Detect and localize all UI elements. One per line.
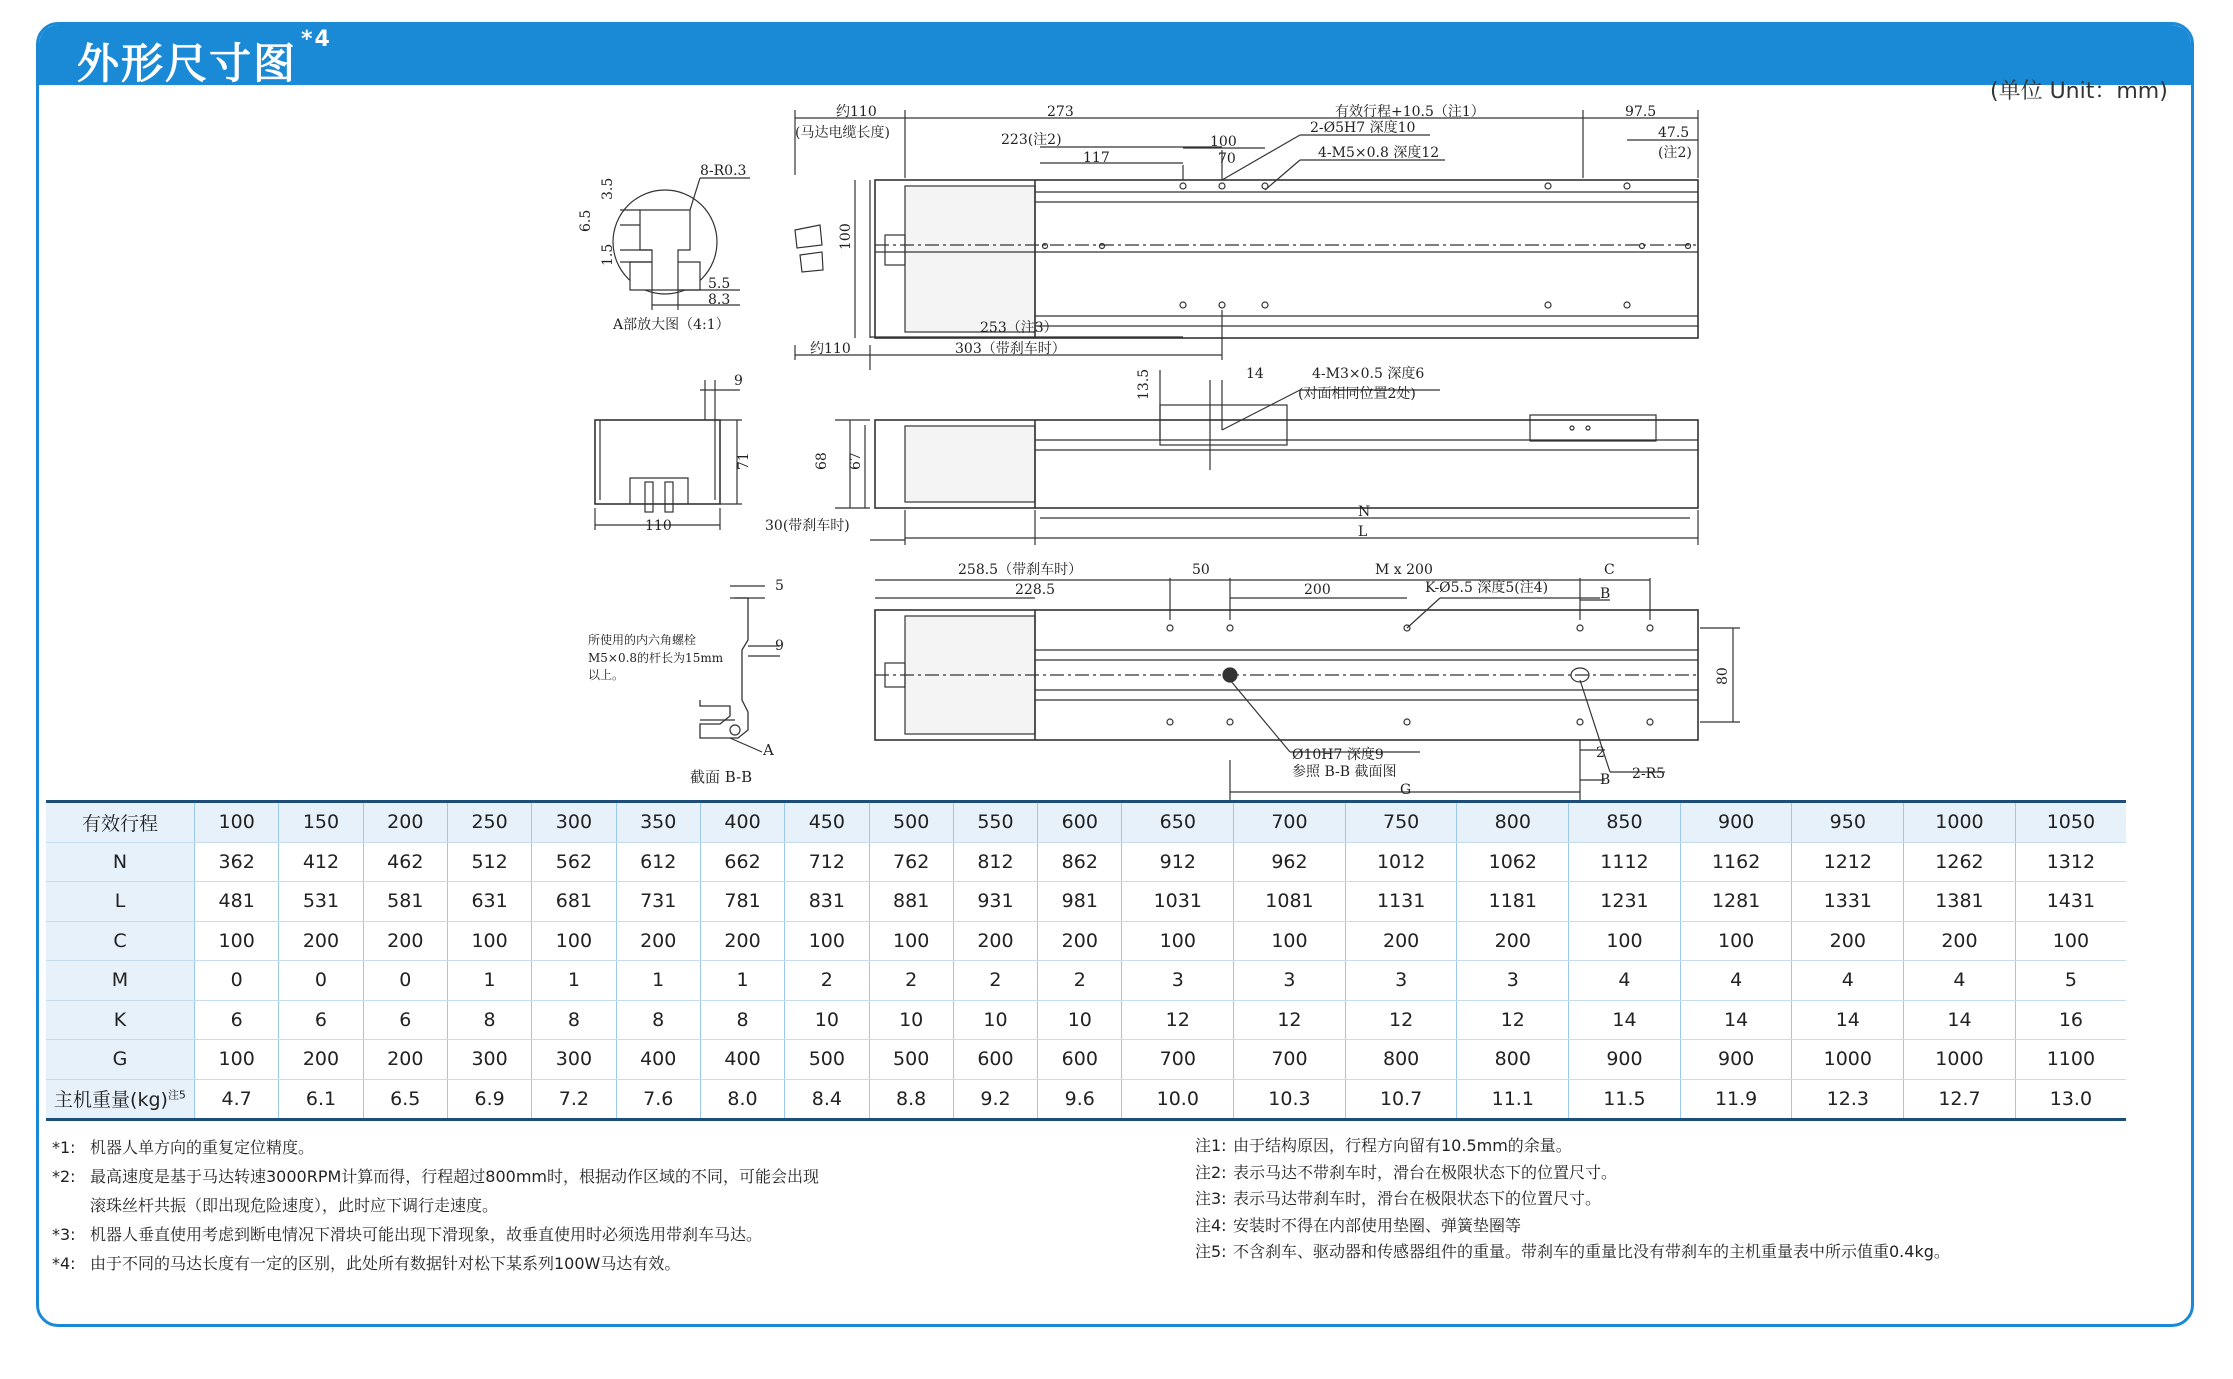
table-cell: 1012 [1345,842,1457,882]
table-cell: 1162 [1680,842,1792,882]
table-cell: 1000 [1904,802,2016,843]
bottom-200: 200 [1304,582,1331,598]
table-cell: 1331 [1792,882,1904,922]
spec-table [46,800,2126,1121]
table-cell: 531 [279,882,363,922]
table-cell: 11.1 [1457,1079,1569,1120]
table-cell: 1181 [1457,882,1569,922]
detail-5-5: 5.5 [708,276,731,292]
table-cell: 300 [532,1040,616,1080]
table-cell: 100 [195,802,279,843]
table-cell: 400 [700,802,784,843]
table-cell: 900 [1680,802,1792,843]
section-A: A [763,741,774,759]
bottom-258-5: 258.5（带刹车时） [958,562,1083,578]
table-cell: 912 [1122,842,1234,882]
table-cell: 12 [1122,1000,1234,1040]
table-cell: 9.2 [953,1079,1037,1120]
table-cell: 12.7 [1904,1079,2016,1120]
table-cell: 100 [2015,921,2126,961]
table-cell: 200 [1345,921,1457,961]
table-cell: 2 [785,961,869,1001]
row-label: N [46,842,195,882]
table-cell: 2 [1038,961,1122,1001]
table-cell: 1 [532,961,616,1001]
table-cell: 1000 [1904,1040,2016,1080]
table-cell: 10.0 [1122,1079,1234,1120]
table-cell: 100 [785,921,869,961]
table-cell: 700 [1122,1040,1234,1080]
table-cell: 1131 [1345,882,1457,922]
table-cell: 200 [1792,921,1904,961]
side-m3-sub: (对面相同位置2处) [1298,386,1416,402]
table-cell: 4 [1680,961,1792,1001]
table-cell: 8 [700,1000,784,1040]
table-cell: 11.5 [1569,1079,1681,1120]
note-item: 注3: 表示马达带刹车时，滑台在极限状态下的位置尺寸。 [1195,1189,1602,1208]
section-bolt-3: 以上。 [588,668,625,682]
table-cell: 9.6 [1038,1079,1122,1120]
table-cell: 3 [1234,961,1346,1001]
table-cell: 10.7 [1345,1079,1457,1120]
table-cell: 150 [279,802,363,843]
table-cell: 4.7 [195,1079,279,1120]
section-bb [588,578,784,786]
dim-110b: 约110 [810,341,851,357]
table-cell: 650 [1122,802,1234,843]
table-cell: 500 [869,1040,953,1080]
table-cell: 11.9 [1680,1079,1792,1120]
table-cell: 10 [1038,1000,1122,1040]
end-110: 110 [645,518,672,534]
table-cell: 581 [363,882,447,922]
end-view [595,373,752,534]
table-cell: 200 [363,921,447,961]
top-view [795,104,1698,370]
table-cell: 631 [447,882,531,922]
table-cell: 8.4 [785,1079,869,1120]
table-cell: 362 [195,842,279,882]
dim-note2: (注2) [1658,145,1692,161]
table-cell: 250 [447,802,531,843]
table-cell: 700 [1234,802,1346,843]
dim-70: 70 [1218,151,1236,167]
table-cell: 8 [616,1000,700,1040]
table-cell: 4 [1904,961,2016,1001]
table-cell: 6.5 [363,1079,447,1120]
table-cell: 6 [195,1000,279,1040]
section-bolt-1: 所使用的内六角螺栓 [588,633,697,647]
table-cell: 500 [869,802,953,843]
dim-motor-cable-sub: (马达电缆长度) [795,125,890,141]
table-cell: 100 [532,921,616,961]
bottom-view [875,561,1740,800]
dim-height-100: 100 [838,223,854,250]
note-item: 滚珠丝杆共振（即出现危险速度），此时应下调行走速度。 [90,1196,499,1215]
table-cell: 1431 [2015,882,2126,922]
table-cell: 800 [1345,1040,1457,1080]
table-cell: 1381 [1904,882,2016,922]
table-cell: 1100 [2015,1040,2126,1080]
side-N: N [1358,504,1371,520]
bottom-G: G [1400,782,1412,798]
table-cell: 5 [2015,961,2126,1001]
table-cell: 962 [1234,842,1346,882]
table-cell: 1050 [2015,802,2126,843]
table-cell: 0 [279,961,363,1001]
table-cell: 831 [785,882,869,922]
table-row [46,1000,2126,1040]
table-cell: 1000 [1792,1040,1904,1080]
table-cell: 8 [447,1000,531,1040]
row-label: C [46,921,195,961]
row-label: L [46,882,195,922]
side-m3: 4-M3×0.5 深度6 [1312,366,1425,382]
table-cell: 200 [1904,921,2016,961]
table-cell: 862 [1038,842,1122,882]
dim-303: 303（带刹车时） [955,341,1066,357]
table-cell: 200 [953,921,1037,961]
bottom-B: B [1600,586,1611,602]
table-cell: 100 [1234,921,1346,961]
side-68: 68 [814,452,830,470]
title-superscript: *4 [301,27,332,52]
side-L: L [1358,524,1368,540]
row-label: 有效行程 [46,802,195,843]
bottom-228-5: 228.5 [1015,582,1056,598]
table-cell: 0 [363,961,447,1001]
detail-6-5: 6.5 [578,209,594,232]
table-cell: 7.6 [616,1079,700,1120]
dim-47-5: 47.5 [1658,125,1690,141]
table-cell: 400 [616,1040,700,1080]
table-cell: 900 [1680,1040,1792,1080]
bottom-80: 80 [1715,667,1731,685]
table-cell: 900 [1569,1040,1681,1080]
section-5: 5 [775,578,784,594]
table-cell: 1262 [1904,842,2016,882]
table-cell: 881 [869,882,953,922]
bottom-r5: 2-R5 [1632,766,1666,782]
table-cell: 800 [1457,802,1569,843]
dim-253: 253（注3） [980,320,1058,336]
table-cell: 350 [616,802,700,843]
dim-97-5: 97.5 [1625,104,1657,120]
side-14: 14 [1246,366,1264,382]
table-cell: 14 [1569,1000,1681,1040]
table-row [46,921,2126,961]
note-item: 注2: 表示马达不带刹车时，滑台在极限状态下的位置尺寸。 [1195,1162,1618,1182]
table-cell: 12 [1457,1000,1569,1040]
note-item: *4: 由于不同的马达长度有一定的区别，此处所有数据针对松下某系列100W马达有效。 [52,1254,681,1273]
table-cell: 10 [953,1000,1037,1040]
row-label: K [46,1000,195,1040]
dim-223: 223(注2) [1001,132,1062,148]
note-item: 注5: 不含刹车、驱动器和传感器组件的重量。带刹车的重量比没有带刹车的主机重量表中所示值重0.4kg。 [1195,1242,1950,1261]
table-row [46,961,2126,1001]
table-cell: 3 [1122,961,1234,1001]
detail-3-5: 3.5 [600,177,616,200]
table-cell: 8.8 [869,1079,953,1120]
section-bolt-2: M5×0.8的杆长为15mm [588,651,724,665]
bottom-10h7: Ø10H7 深度9 [1292,747,1384,763]
side-30-brake: 30(带刹车时) [765,518,850,534]
side-67: 67 [848,452,864,470]
table-cell: 612 [616,842,700,882]
table-cell: 1312 [2015,842,2126,882]
dim-273: 273 [1047,104,1074,120]
table-cell: 781 [700,882,784,922]
table-cell: 550 [953,802,1037,843]
table-cell: 981 [1038,882,1122,922]
table-cell: 1 [447,961,531,1001]
table-cell: 100 [869,921,953,961]
table-cell: 100 [195,921,279,961]
table-cell: 300 [447,1040,531,1080]
table-cell: 8.0 [700,1079,784,1120]
table-cell: 100 [1122,921,1234,961]
section-caption: 截面 B-B [690,768,753,786]
bottom-50: 50 [1192,562,1210,578]
table-cell: 10 [785,1000,869,1040]
dim-stroke: 有效行程+10.5（注1） [1335,104,1485,120]
table-cell: 7.2 [532,1079,616,1120]
table-cell: 800 [1457,1040,1569,1080]
table-cell: 10.3 [1234,1079,1346,1120]
table-cell: 412 [279,842,363,882]
table-cell: 1062 [1457,842,1569,882]
bottom-B2: B [1600,772,1611,788]
table-cell: 300 [532,802,616,843]
table-cell: 3 [1345,961,1457,1001]
table-cell: 0 [195,961,279,1001]
table-cell: 1 [700,961,784,1001]
table-cell: 8 [532,1000,616,1040]
row-label: G [46,1040,195,1080]
bottom-ref: 参照 B-B 截面图 [1292,764,1397,780]
table-cell: 481 [195,882,279,922]
table-cell: 12 [1345,1000,1457,1040]
row-label: 主机重量(kg)$^{注5}$ [46,1079,195,1120]
table-cell: 200 [363,802,447,843]
table-cell: 1281 [1680,882,1792,922]
row-label: M [46,961,195,1001]
table-row [46,802,2126,843]
notes-right [1195,1133,1950,1266]
table-cell: 600 [953,1040,1037,1080]
dim-117: 117 [1083,150,1110,166]
table-cell: 562 [532,842,616,882]
table-cell: 16 [2015,1000,2126,1040]
dim-hole-m5: 4-M5×0.8 深度12 [1318,145,1440,161]
end-71: 71 [736,452,752,470]
note-item: *3: 机器人垂直使用考虑到断电情况下滑块可能出现下滑现象，故垂直使用时必须选用带刹车马达。 [52,1225,763,1244]
unit-label: (单位 Unit：mm) [1990,79,2168,104]
bottom-C: C [1604,562,1615,578]
table-cell: 200 [616,921,700,961]
table-cell: 750 [1345,802,1457,843]
table-cell: 12.3 [1792,1079,1904,1120]
table-cell: 712 [785,842,869,882]
table-row [46,882,2126,922]
table-cell: 100 [195,1040,279,1080]
table-cell: 100 [1569,921,1681,961]
detail-8-3: 8.3 [708,292,731,308]
table-cell: 10 [869,1000,953,1040]
note-item: *1: 机器人单方向的重复定位精度。 [52,1138,315,1157]
table-row [46,1079,2126,1120]
table-cell: 4 [1569,961,1681,1001]
table-cell: 850 [1569,802,1681,843]
table-cell: 462 [363,842,447,882]
table-cell: 200 [700,921,784,961]
dim-100: 100 [1210,134,1237,150]
table-cell: 1031 [1122,882,1234,922]
table-cell: 2 [953,961,1037,1001]
table-cell: 200 [279,921,363,961]
table-row [46,1040,2126,1080]
table-cell: 200 [363,1040,447,1080]
table-cell: 500 [785,1040,869,1080]
table-cell: 662 [700,842,784,882]
dim-hole-5h7: 2-Ø5H7 深度10 [1310,120,1416,136]
table-cell: 600 [1038,802,1122,843]
detail-a [578,163,750,333]
table-cell: 100 [1680,921,1792,961]
notes-left [52,1133,819,1278]
table-cell: 4 [1792,961,1904,1001]
table-cell: 6 [363,1000,447,1040]
table-cell: 6 [279,1000,363,1040]
bottom-mx200: M x 200 [1375,562,1433,578]
detail-1-5: 1.5 [600,243,616,266]
table-cell: 6.9 [447,1079,531,1120]
table-cell: 12 [1234,1000,1346,1040]
side-13-5: 13.5 [1136,368,1152,400]
table-cell: 2 [869,961,953,1001]
table-row [46,842,2126,882]
table-cell: 1231 [1569,882,1681,922]
table-cell: 1212 [1792,842,1904,882]
table-cell: 6.1 [279,1079,363,1120]
table-cell: 950 [1792,802,1904,843]
table-cell: 512 [447,842,531,882]
table-cell: 13.0 [2015,1079,2126,1120]
table-cell: 200 [1038,921,1122,961]
note-item: *2: 最高速度是基于马达转速3000RPM计算而得，行程超过800mm时，根据动作区域的不同，可能会出现 [52,1167,820,1186]
note-item: 注4: 安装时不得在内部使用垫圈、弹簧垫圈等 [1195,1215,1522,1235]
table-cell: 3 [1457,961,1569,1001]
note-item: 注1: 由于结构原因，行程方向留有10.5mm的余量。 [1195,1136,1572,1155]
table-cell: 681 [532,882,616,922]
table-cell: 200 [279,1040,363,1080]
table-cell: 1112 [1569,842,1681,882]
table-cell: 14 [1792,1000,1904,1040]
table-cell: 762 [869,842,953,882]
table-cell: 450 [785,802,869,843]
table-cell: 400 [700,1040,784,1080]
table-cell: 600 [1038,1040,1122,1080]
section-9: 9 [775,638,784,654]
table-cell: 14 [1680,1000,1792,1040]
table-cell: 1081 [1234,882,1346,922]
table-cell: 200 [1457,921,1569,961]
detail-radius: 8-R0.3 [700,163,747,179]
table-cell: 812 [953,842,1037,882]
table-cell: 931 [953,882,1037,922]
detail-caption: A部放大图（4:1） [613,317,730,333]
bottom-2: 2 [1596,745,1605,761]
table-cell: 100 [447,921,531,961]
side-view [765,365,1698,545]
table-cell: 1 [616,961,700,1001]
dim-motor-cable: 约110 [836,104,877,120]
table-cell: 700 [1234,1040,1346,1080]
end-9: 9 [734,373,743,389]
bottom-k-holes: K-Ø5.5 深度5(注4) [1425,580,1549,596]
page-title: 外形尺寸图 $^{*4}$ [77,27,332,88]
table-cell: 14 [1904,1000,2016,1040]
table-cell: 731 [616,882,700,922]
